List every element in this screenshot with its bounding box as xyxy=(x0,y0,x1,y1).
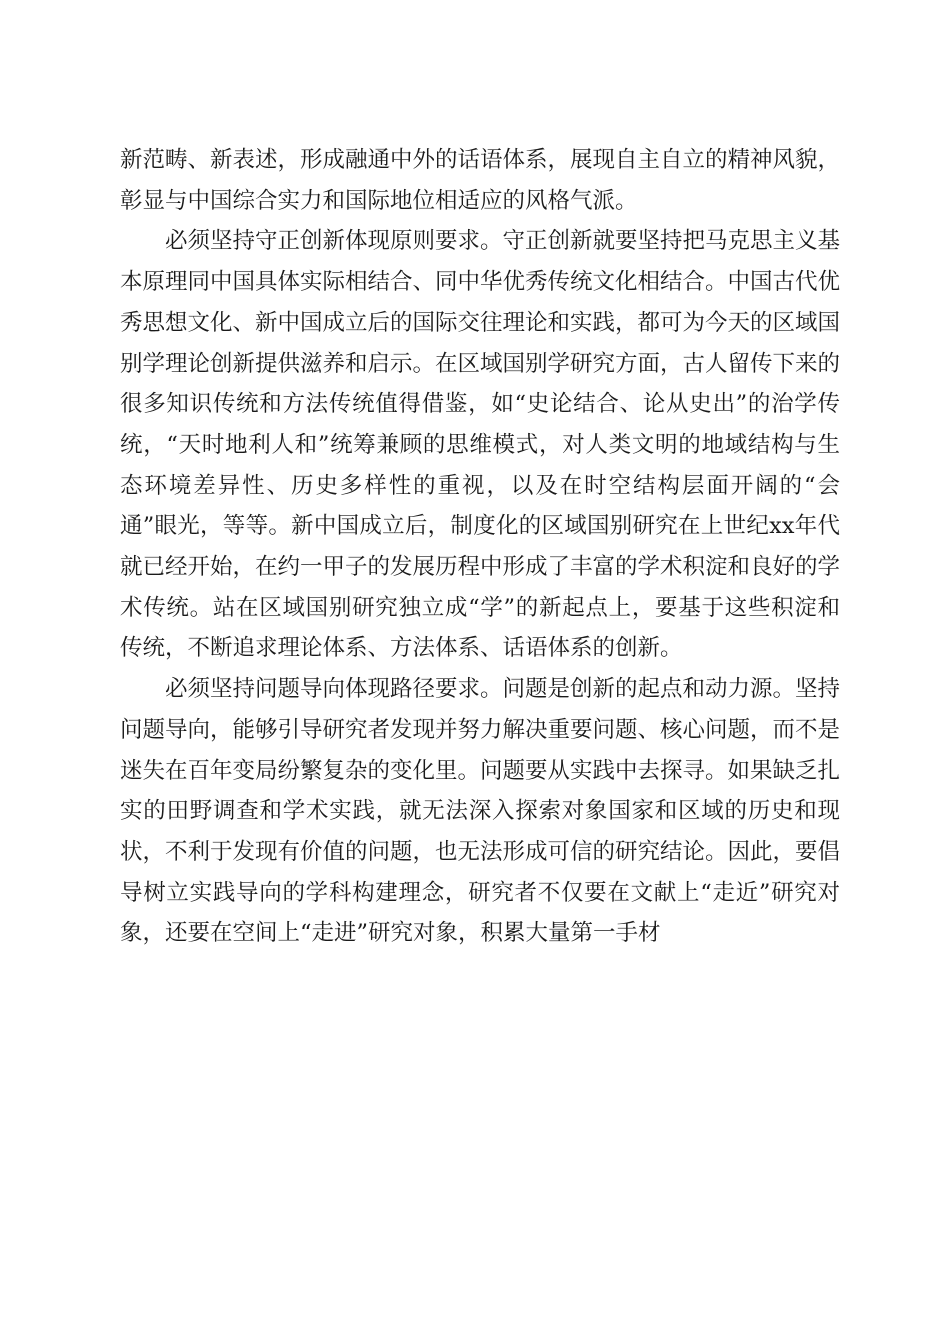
paragraph-continuation: 新范畴、新表述，形成融通中外的话语体系，展现自主自立的精神风貌，彰显与中国综合实力和国际地位相适应的风格气派。 xyxy=(120,147,841,214)
paragraph-wenti-daoxiang: 必须坚持问题导向体现路径要求。问题是创新的起点和动力源。坚持问题导向，能够引导研究者发现并努力解决重要问题、核心问题，而不是迷失在百年变局纷繁复杂的变化里。问题要从实践中去探寻。如果缺乏扎实的田野调查和学术实践，就无法深入探索对象国家和区域的历史和现状，不利于发现有价值的问题，也无法形成可信的研究结论。因此，要倡导树立实践导向的学科构建理念，研究者不仅要在文献上“走近”研究对象，还要在空间上“走进”研究对象，积累大量第一手材 xyxy=(120,676,841,947)
body-text xyxy=(120,140,840,954)
paragraph-shouzheng-chuangxin: 必须坚持守正创新体现原则要求。守正创新就要坚持把马克思主义基本原理同中国具体实际相结合、同中华优秀传统文化相结合。中国古代优秀思想文化、新中国成立后的国际交往理论和实践，都可为今天的区域国别学理论创新提供滋养和启示。在区域国别学研究方面，古人留传下来的很多知识传统和方法传统值得借鉴，如“史论结合、论从史出”的治学传统，“天时地利人和”统筹兼顾的思维模式，对人类文明的地域结构与生态环境差异性、历史多样性的重视，以及在时空结构层面开阔的“会通”眼光，等等。新中国成立后，制度化的区域国别研究在上世纪xx年代就已经开始，在约一甲子的发展历程中形成了丰富的学术积淀和良好的学术传统。站在区域国别研究独立成“学”的新起点上，要基于这些积淀和传统，不断追求理论体系、方法体系、话语体系的创新。 xyxy=(120,228,841,662)
